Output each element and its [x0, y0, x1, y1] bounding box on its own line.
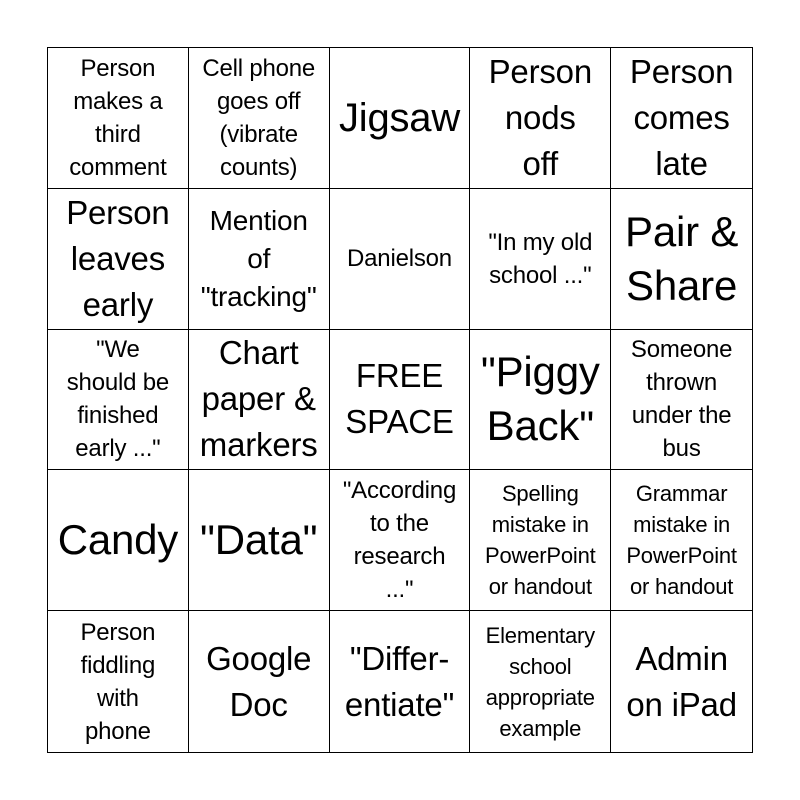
bingo-cell[interactable] — [189, 470, 330, 611]
bingo-cell[interactable] — [330, 470, 471, 611]
bingo-cell[interactable] — [48, 189, 189, 330]
cell-text: "Differ- entiate" — [344, 639, 455, 723]
bingo-cell[interactable] — [48, 48, 189, 189]
bingo-cell[interactable] — [330, 189, 471, 330]
cell-text: Candy — [57, 516, 179, 564]
bingo-cell[interactable] — [48, 470, 189, 611]
bingo-cell[interactable] — [48, 611, 189, 752]
bingo-cell[interactable] — [48, 330, 189, 471]
cell-text: Person leaves early — [66, 193, 170, 323]
cell-text: "According to the research ..." — [342, 477, 457, 604]
cell-text: Cell phone goes off (vibrate counts) — [202, 54, 316, 181]
bingo-cell[interactable] — [611, 470, 752, 611]
bingo-cell[interactable] — [189, 330, 330, 471]
bingo-cell[interactable] — [611, 189, 752, 330]
cell-text: Google Doc — [206, 639, 312, 723]
bingo-cell[interactable] — [189, 611, 330, 752]
bingo-cell[interactable] — [611, 611, 752, 752]
bingo-cell[interactable] — [470, 189, 611, 330]
cell-text: Someone thrown under the bus — [630, 336, 733, 463]
cell-text: Person nods off — [488, 52, 592, 182]
bingo-cell[interactable] — [611, 48, 752, 189]
cell-text: "In my old school ..." — [488, 228, 593, 289]
cell-text: Admin on iPad — [626, 639, 737, 723]
cell-text: "We should be finished early ..." — [66, 336, 170, 463]
bingo-cell[interactable] — [470, 48, 611, 189]
cell-text: Jigsaw — [338, 95, 461, 140]
cell-text: Spelling mistake in PowerPoint or handout — [485, 481, 596, 600]
cell-text: FREE SPACE — [345, 357, 454, 441]
cell-text: Chart paper & markers — [199, 334, 318, 464]
free-space-cell[interactable] — [330, 330, 471, 471]
cell-text: Grammar mistake in PowerPoint or handout — [626, 481, 737, 600]
cell-text: Mention of "tracking" — [200, 204, 317, 312]
bingo-cell[interactable] — [189, 189, 330, 330]
cell-text: "Data" — [200, 516, 318, 564]
cell-text: Person comes late — [629, 52, 734, 182]
bingo-cell[interactable] — [330, 611, 471, 752]
bingo-cell[interactable] — [189, 48, 330, 189]
bingo-cell[interactable] — [470, 611, 611, 752]
cell-text: Danielson — [347, 245, 452, 273]
cell-text: Person makes a third comment — [69, 54, 167, 181]
bingo-cell[interactable] — [470, 470, 611, 611]
bingo-board — [47, 47, 753, 753]
cell-text: Person fiddling with phone — [80, 618, 156, 745]
cell-text: Elementary school appropriate example — [485, 622, 595, 741]
cell-text: Pair & Share — [625, 207, 739, 309]
cell-text: "Piggy Back" — [480, 348, 600, 450]
bingo-cell[interactable] — [470, 330, 611, 471]
bingo-cell[interactable] — [330, 48, 471, 189]
bingo-cell[interactable] — [611, 330, 752, 471]
